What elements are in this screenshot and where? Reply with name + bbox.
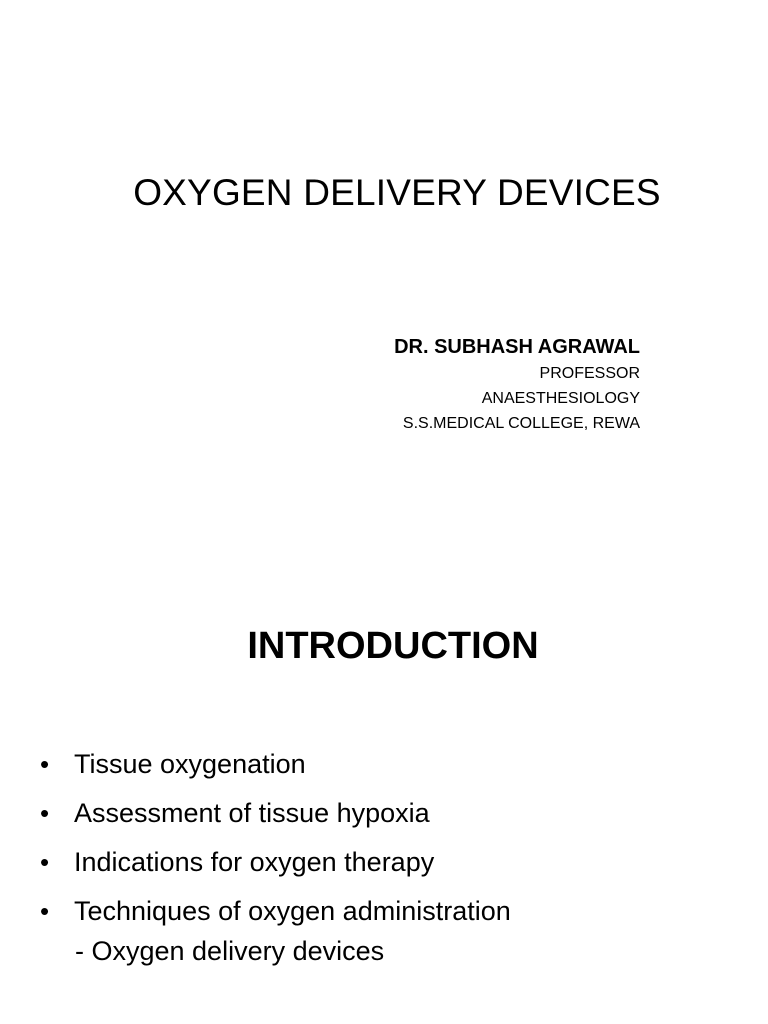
author-institution: S.S.MEDICAL COLLEGE, REWA [402,415,640,432]
bullet-list [40,740,511,936]
bullet-icon: • [40,798,50,828]
list-item [40,887,511,936]
bullet-icon: • [40,749,50,779]
bullet-text: Tissue oxygenation [74,749,306,779]
author-department: ANAESTHESIOLOGY [481,390,640,407]
bullet-icon: • [40,896,50,926]
author-name: DR. SUBHASH AGRAWAL [394,336,640,358]
introduction-slide [0,512,768,1024]
author-position: PROFESSOR [539,365,640,382]
author-block [394,333,640,436]
list-item [40,789,511,838]
list-item [40,838,511,887]
bullet-text: Techniques of oxygen administration [74,896,511,926]
bullet-text: Indications for oxygen therapy [74,847,435,877]
list-item [40,740,511,789]
bullet-text: Assessment of tissue hypoxia [74,798,430,828]
slide-title: OXYGEN DELIVERY DEVICES [133,172,661,213]
sub-bullet-text: - Oxygen delivery devices [75,936,385,966]
bullet-icon: • [40,847,50,877]
slide-heading: INTRODUCTION [247,625,539,667]
